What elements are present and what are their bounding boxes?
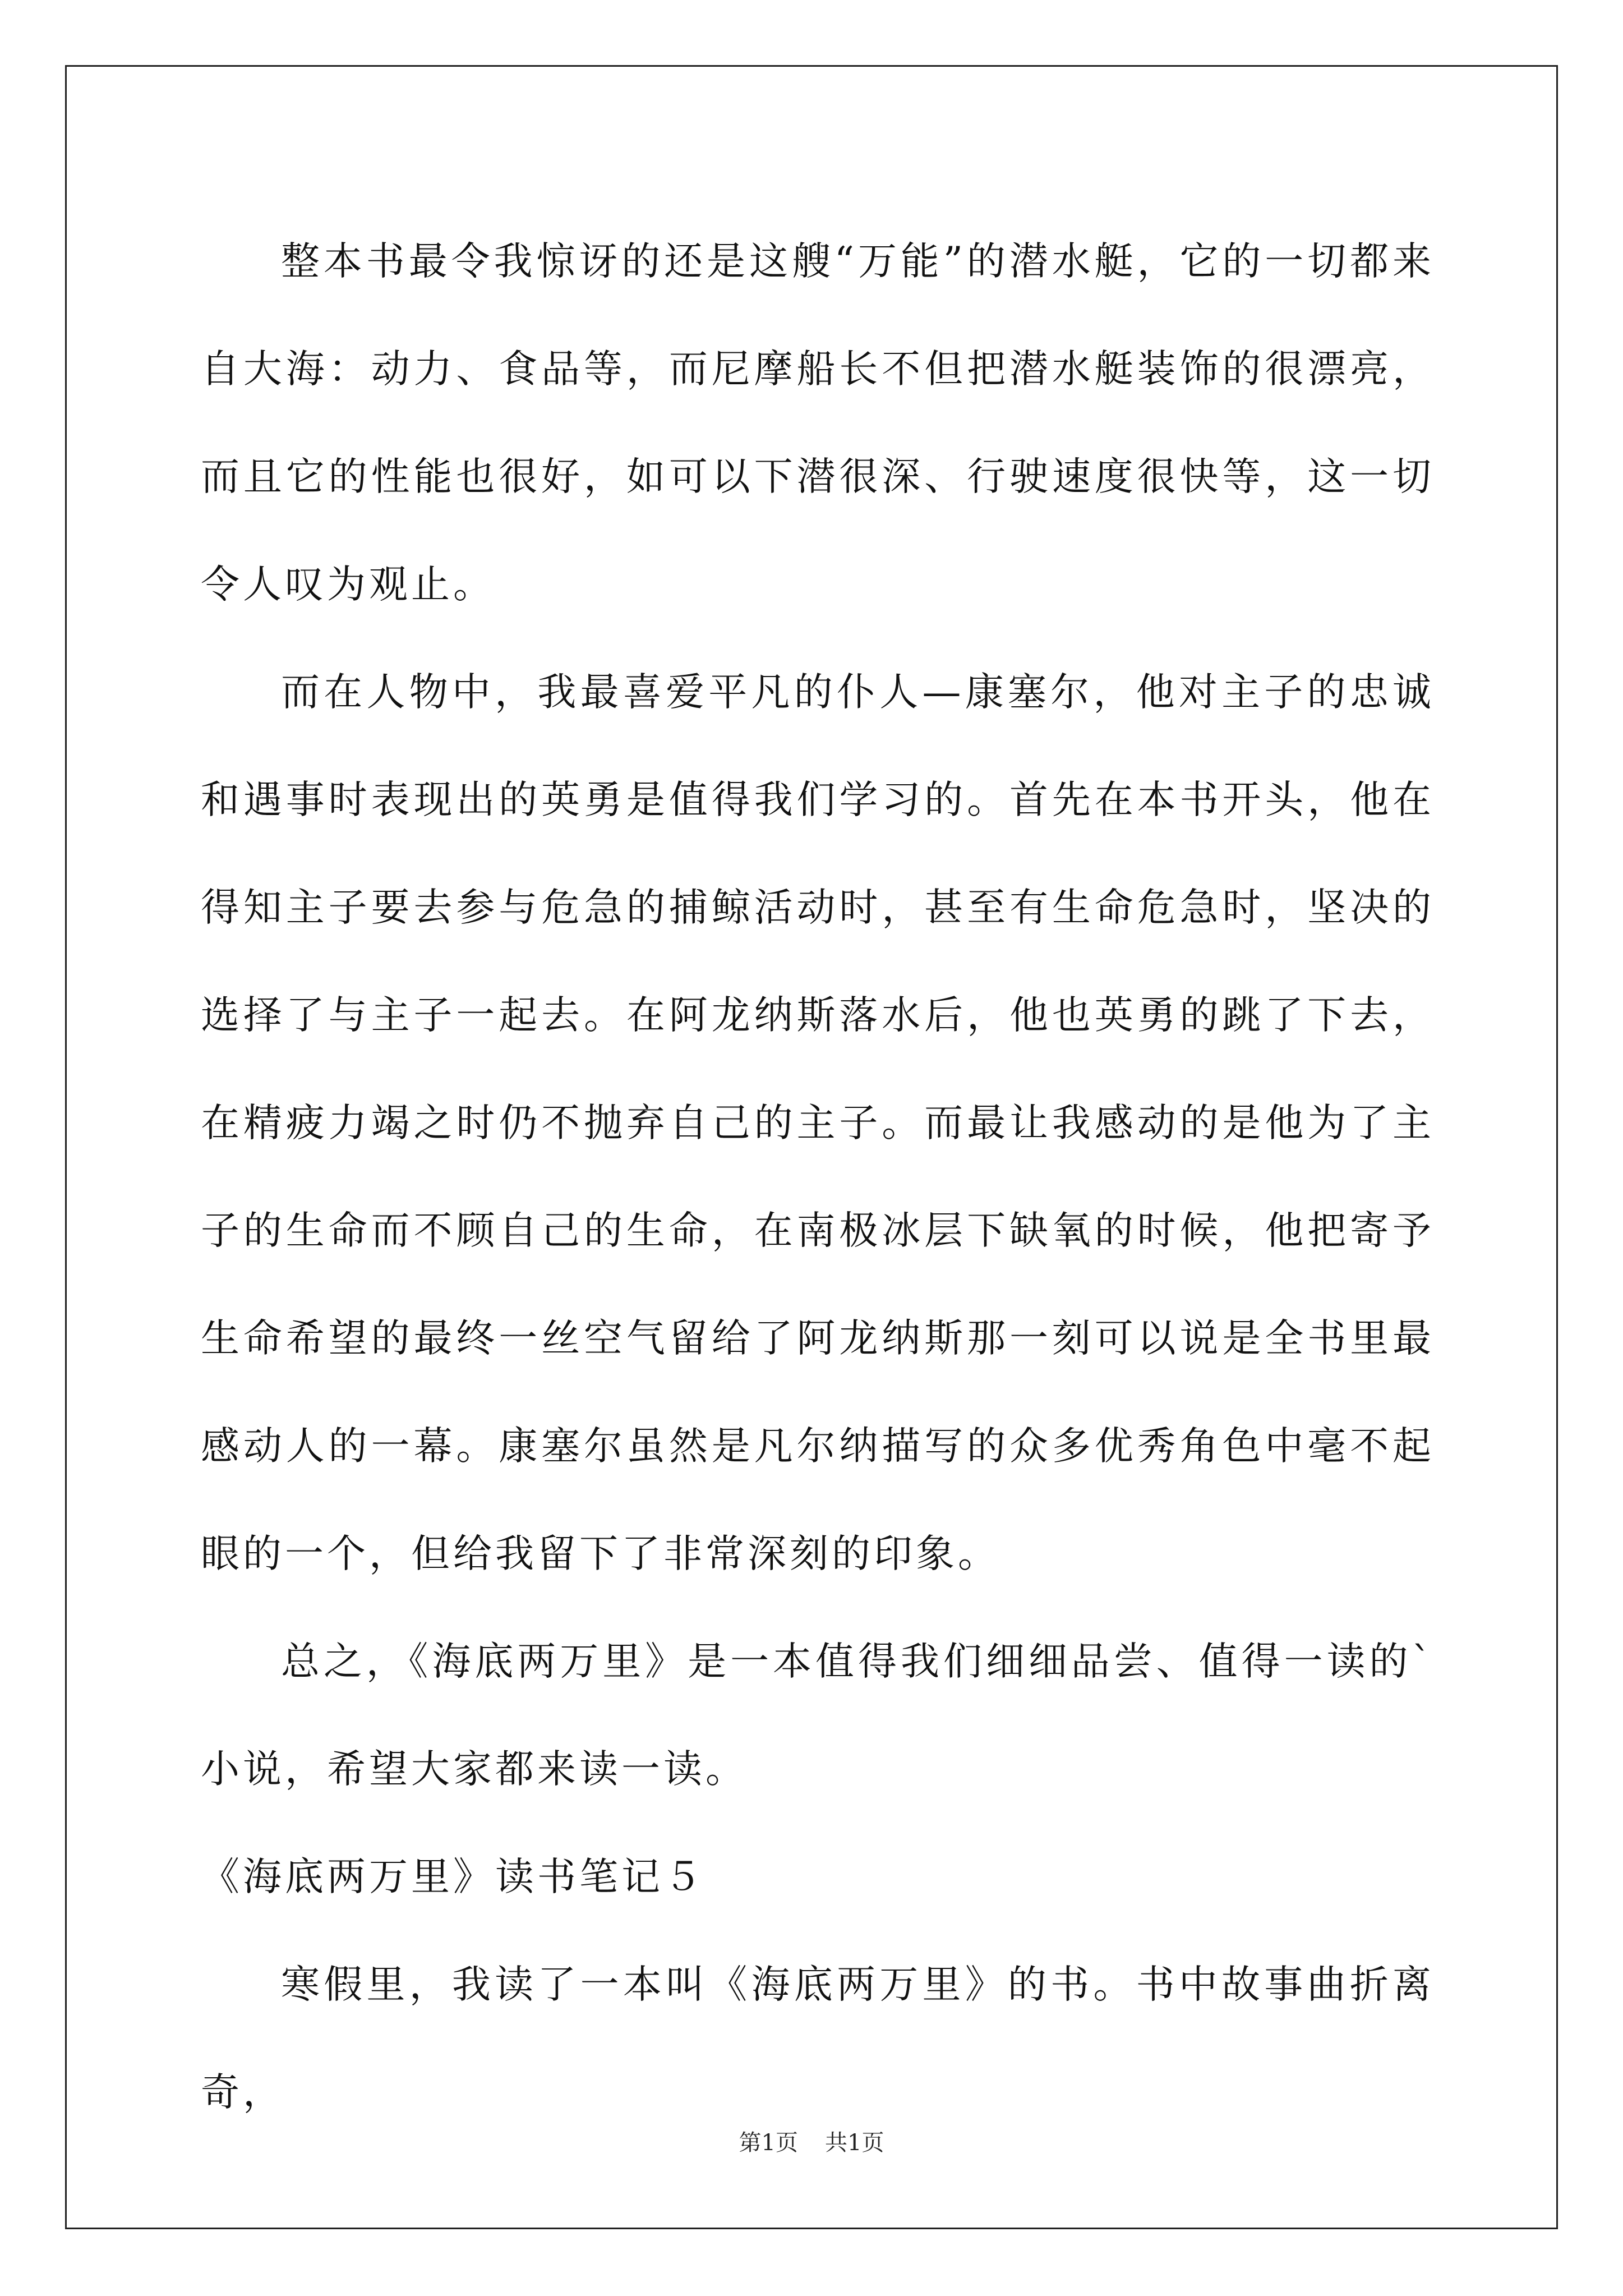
paragraph-submarine: 整本书最令我惊讶的还是这艘“万能”的潜水艇，它的一切都来自大海：动力、食品等，而尼摩船长不但把潜水艇装饰的很漂亮，而且它的性能也很好，如可以下潜很深、行驶速度很快等，这一切令人叹为观止。 bbox=[201, 239, 1435, 607]
page-number: 第1页 bbox=[739, 2130, 798, 2156]
paragraph-winter-break: 寒假里，我读了一本叫《海底两万里》的书。书中故事曲折离奇， bbox=[201, 1962, 1435, 2115]
paragraph-conclusion: 总之，《海底两万里》是一本值得我们细细品尝、值得一读的`小说，希望大家都来读一读。 bbox=[201, 1639, 1435, 1792]
page-total: 共1页 bbox=[825, 2130, 884, 2156]
paragraph-conseil: 而在人物中，我最喜爱平凡的仆人—康塞尔，他对主子的忠诚和遇事时表现出的英勇是值得我们学习的。首先在本书开头，他在得知主子要去参与危急的捕鲸活动时，甚至有生命危急时，坚决的选择了与主子一起去。在阿龙纳斯落水后，他也英勇的跳了下去，在精疲力竭之时仍不抛弃自己的主子。而最让我感动的是他为了主子的生命而不顾自己的生命，在南极冰层下缺氧的时候，他把寄予生命希望的最终一丝空气留给了阿龙纳斯那一刻可以说是全书里最感动人的一幕。康塞尔虽然是凡尔纳描写的众多优秀角色中毫不起眼的一个，但给我留下了非常深刻的印象。 bbox=[201, 670, 1435, 1576]
page-footer bbox=[0, 2126, 1623, 2160]
section-heading: 《海底两万里》读书笔记５ bbox=[201, 1855, 706, 1899]
document-body bbox=[201, 208, 1435, 2146]
